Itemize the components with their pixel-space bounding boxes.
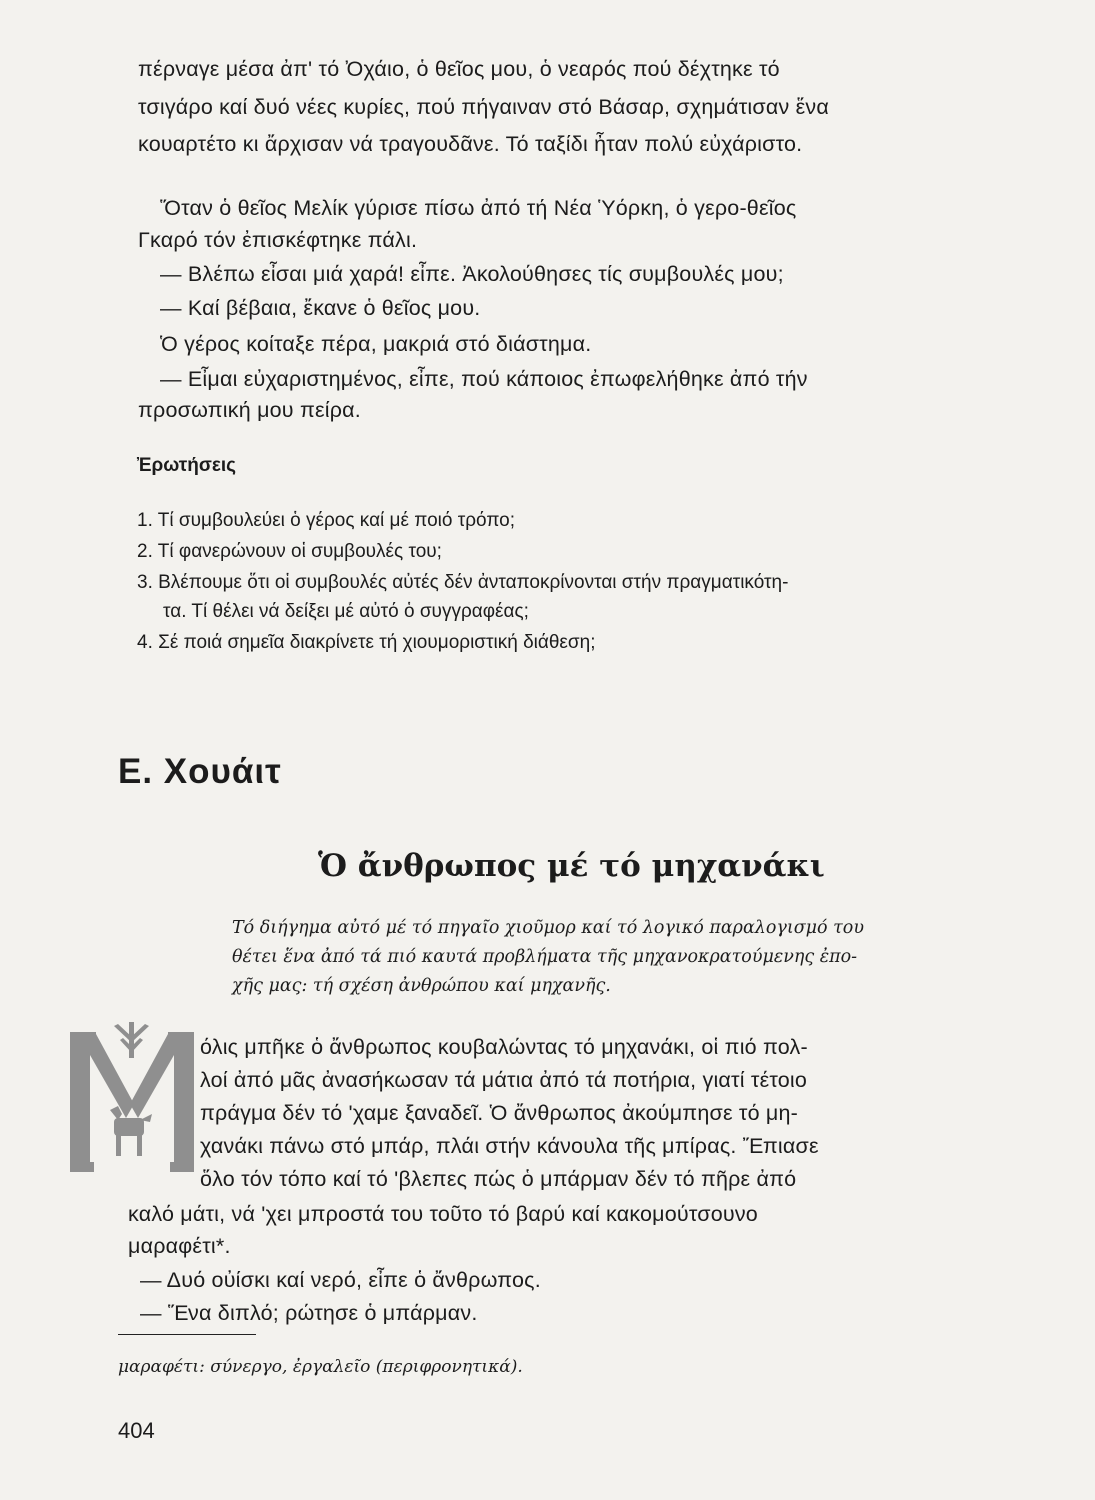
text-line: όλις μπῆκε ὁ ἄνθρωπος κουβαλώντας τό μηχανάκι, οἱ πιό πολ- bbox=[200, 1035, 808, 1059]
text-line: προσωπική μου πείρα. bbox=[138, 398, 361, 422]
text-line: — Βλέπω εἶσαι μιά χαρά! εἶπε. Ἀκολούθησες τίς συμβουλές μου; bbox=[160, 262, 784, 286]
text-line: — Καί βέβαια, ἔκανε ὁ θεῖος μου. bbox=[160, 296, 481, 320]
intro-line: χῆς μας: τή σχέση ἀνθρώπου καί μηχανῆς. bbox=[232, 976, 611, 996]
text-line: Γκαρό τόν ἐπισκέφτηκε πάλι. bbox=[138, 228, 418, 252]
question-line: τα. Τί θέλει νά δείξει μέ αὐτό ὁ συγγραφέας; bbox=[163, 601, 529, 622]
question-line: 4. Σέ ποιά σημεῖα διακρίνετε τή χιουμοριστική διάθεση; bbox=[137, 632, 596, 653]
footnote-divider bbox=[118, 1334, 256, 1335]
question-line: 2. Τί φανερώνουν οἱ συμβουλές του; bbox=[137, 541, 442, 562]
text-line: μαραφέτι*. bbox=[128, 1234, 231, 1258]
footnote: μαραφέτι: σύνεργο, ἐργαλεῖο (περιφρονητικά). bbox=[118, 1357, 523, 1377]
text-line: Ὅταν ὁ θεῖος Μελίκ γύρισε πίσω ἀπό τή Νέα Ὑόρκη, ὁ γερο-θεῖος bbox=[160, 196, 797, 220]
text-line: ὅλο τόν τόπο καί τό 'βλεπες πώς ὁ μπάρμαν δέν τό πῆρε ἀπό bbox=[200, 1167, 797, 1191]
author-name: Ε. Χουάιτ bbox=[118, 752, 282, 791]
text-line: — Εἶμαι εὐχαριστημένος, εἶπε, πού κάποιος ἐπωφελήθηκε ἀπό τήν bbox=[160, 367, 808, 391]
question-line: 1. Τί συμβουλεύει ὁ γέρος καί μέ ποιό τρόπο; bbox=[137, 510, 516, 531]
text-line: — Ἕνα διπλό; ρώτησε ὁ μπάρμαν. bbox=[140, 1301, 478, 1325]
text-line: λοί ἀπό μᾶς ἀνασήκωσαν τά μάτια ἀπό τά ποτήρια, γιατί τέτοιο bbox=[200, 1068, 808, 1092]
text-line: πράγμα δέν τό 'χαμε ξαναδεῖ. Ὁ ἄνθρωπος ἀκούμπησε τό μη- bbox=[200, 1101, 799, 1125]
text-line: Ὁ γέρος κοίταξε πέρα, μακριά στό διάστημα. bbox=[160, 332, 592, 356]
intro-line: Τό διήγημα αὐτό μέ τό πηγαῖο χιοῦμορ καί τό λογικό παραλογισμό του bbox=[232, 918, 864, 938]
story-title: Ὁ ἄνθρωπος μέ τό μηχανάκι bbox=[318, 848, 825, 884]
text-line: χανάκι πάνω στό μπάρ, πλάι στήν κάνουλα τῆς μπίρας. Ἔπιασε bbox=[200, 1134, 819, 1158]
question-line: 3. Βλέπουμε ὅτι οἱ συμβουλές αὐτές δέν ἀνταποκρίνονται στήν πραγματικότη- bbox=[137, 572, 789, 593]
text-line: — Δυό οὐίσκι καί νερό, εἶπε ὁ ἄνθρωπος. bbox=[140, 1268, 541, 1292]
text-line: πέρναγε μέσα ἀπ' τό Ὀχάιο, ὁ θεῖος μου, ὁ νεαρός πού δέχτηκε τό bbox=[138, 57, 780, 81]
text-line: καλό μάτι, νά 'χει μπροστά του τοῦτο τό βαρύ καί κακομούτσουνο bbox=[128, 1202, 758, 1226]
dropcap-m-illustration bbox=[70, 1022, 194, 1172]
text-line: τσιγάρο καί δυό νέες κυρίες, πού πήγαιναν στό Βάσαρ, σχημάτισαν ἕνα bbox=[138, 95, 829, 119]
text-line: κουαρτέτο κι ἄρχισαν νά τραγουδᾶνε. Τό ταξίδι ἦταν πολύ εὐχάριστο. bbox=[138, 132, 803, 156]
intro-line: θέτει ἕνα ἀπό τά πιό καυτά προβλήματα τῆς μηχανοκρατούμενης ἐπο- bbox=[232, 947, 858, 967]
questions-heading: Ἐρωτήσεις bbox=[137, 455, 237, 476]
page-number: 404 bbox=[118, 1418, 155, 1443]
